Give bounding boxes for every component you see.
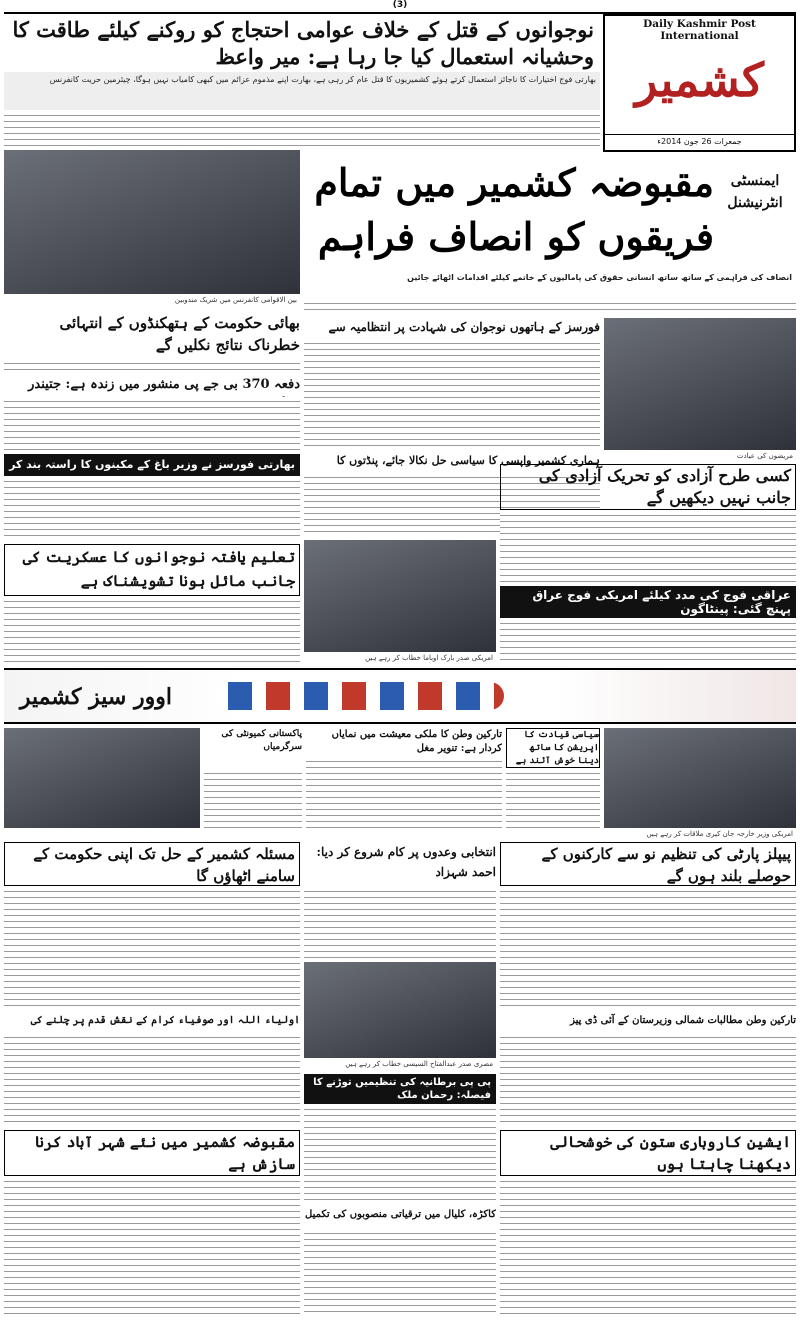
section-story-b: تارکین وطن کا ملکی معیشت میں نمایاں کردار ہے: تنویر مغل: [331, 729, 502, 754]
forces-columns: [304, 340, 600, 450]
bhai-headline: بھائی حکومت کے ہتھکنڈوں کے انتہائی خطرناک نتائج نکلیں گے: [59, 314, 300, 354]
bottom-left-columns-2: [4, 1178, 300, 1316]
bhai-columns: [4, 360, 300, 374]
section-story-a: پاکستانی کمیونٹی کی سرگرمیاں: [221, 729, 302, 752]
flag-strip: [214, 682, 504, 710]
hospital-photo: [604, 318, 796, 450]
lead-kicker: ایمنسٹی انٹرنیشنل: [727, 173, 783, 211]
solution-headline: ہماری کشمیر واپسی کا سیاسی حل نکالا جائے، پنڈتوں کا: [336, 454, 600, 467]
education-headline: تعلیم یافتہ نوجوانوں کا عسکریت کی جانب مائل ہونا تشویشناک ہے: [4, 544, 300, 596]
overseas-band: [4, 668, 796, 724]
sisi-photo-caption: مصری صدر عبدالفتاح السیسی خطاب کر رہے ہیں: [345, 1060, 493, 1068]
masthead-date: جمعرات 26 جون 2014ء: [605, 134, 794, 148]
struggle-headline: کسی طرح آزادی کو تحریک آزادی کی جانب نہیں دیکھیں گے: [500, 464, 796, 510]
bhartiforces-columns: [4, 478, 300, 540]
obama-photo-caption: امریکی صدر بارک اوباما خطاب کر رہے ہیں: [365, 654, 493, 662]
bottom-mid-columns: [304, 1106, 496, 1202]
top-story-headline: نوجوانوں کے قتل کے خلاف عوامی احتجاج کو روکنے کیلئے طاقت کا وحشیانہ استعمال کیا جا رہا ہے: میر واعظ: [12, 17, 594, 69]
section-story-a-columns: [204, 770, 302, 828]
page-number: (3): [392, 0, 408, 10]
bottom-left-headline: مقبوضہ کشمیر میں نئے شہر آباد کرنا سازش ہے: [4, 1130, 300, 1176]
bottom-left-small1: اولیاء اللہ اور صوفیاء کرام کے نقش قدم پر چلنے کی: [30, 1015, 300, 1026]
mas-headline: مسئلہ کشمیر کے حل تک اپنی حکومت کے سامنے اٹھاؤں گا: [4, 842, 300, 886]
sisi-photo: [304, 962, 496, 1058]
election-headline: انتخابی وعدوں پر کام شروع کر دیا: احمد شہزاد: [316, 845, 496, 879]
election-columns: [304, 888, 496, 960]
kerry-photo: [604, 728, 796, 828]
community-photo: [4, 728, 200, 828]
bottom-mid-columns-2: [304, 1230, 496, 1316]
bottom-right-columns-2: [500, 1178, 796, 1316]
obama-photo: [304, 540, 496, 652]
overseas-band-title: اوور سیز کشمیر: [19, 684, 172, 710]
section-story-c-columns: [506, 770, 600, 828]
top-story-body: بھارتی فوج اختیارات کا ناجائز استعمال کرتے ہوئے کشمیریوں کا قتل عام کر رہی ہے، بھارت اپنے مذموم عزائم میں کبھی کامیاب نہیں ہوگا، چیئرمین حریت کانفرنس: [4, 72, 600, 110]
mas-columns: [4, 888, 300, 1008]
bottom-right-headline: ایشین کاروباری ستون کی خوشحالی دیکھنا چاہتا ہوں: [500, 1130, 796, 1176]
bottom-mid-small2: کاکڑہ، کلیال میں ترقیاتی منصوبوں کی تکمیل: [305, 1209, 496, 1220]
conference-photo-caption: بین الاقوامی کانفرنس میں شریک مندوبین: [174, 296, 297, 304]
bottom-mid-small1: پی پی برطانیہ کی تنظیمیں توڑنے کا فیصلہ: رحمان ملک: [304, 1074, 496, 1104]
ppp-headline: پیپلز پارٹی کی تنظیم نو سے کارکنوں کے حوصلے بلند ہوں گے: [500, 842, 796, 886]
iraq-headline: عراقی فوج کی مدد کیلئے امریکی فوج عراق پہنچ گئی: پینٹاگون: [500, 586, 796, 618]
bottom-right-columns: [500, 1034, 796, 1126]
section-story-b-columns: [306, 758, 502, 828]
bottom-left-columns: [4, 1034, 300, 1126]
lead-columns: [304, 300, 796, 314]
education-columns: [4, 598, 300, 664]
masthead-english-title: Daily Kashmir Post International: [643, 18, 756, 42]
top-story-columns: [4, 112, 600, 146]
section-story-c: سیاسی قیادت کا اپریشن کا ساتھ دینا خوش آئند ہے: [506, 728, 600, 768]
bhartiforces-headline: بھارتی فورسز نے وزیر باغ کے مکینوں کا راستہ بند کر: [4, 454, 300, 476]
ppp-columns: [500, 888, 796, 1008]
article370-headline: دفعہ 370 بی جے پی منشور میں زندہ ہے: جتیندر: [28, 377, 300, 392]
forces-headline: فورسز کے ہاتھوں نوجوان کی شہادت پر انتظامیہ سے: [328, 320, 600, 334]
lead-headline: مقبوضہ کشمیر میں تمام فریقوں کو انصاف فراہم: [314, 160, 714, 259]
kerry-photo-caption: امریکی وزیر خارجہ جان کیری ملاقات کر رہے ہیں: [646, 830, 793, 838]
masthead-urdu-title: کشمیر: [635, 53, 764, 107]
hospital-photo-caption: مریضوں کی عیادت: [736, 452, 793, 460]
bottom-right-small1: تارکین وطن مطالبات شمالی وزیرستان کے آئی ڈی پیز: [570, 1015, 796, 1026]
iraq-columns: [500, 620, 796, 664]
conference-photo: [4, 150, 300, 294]
masthead: [603, 14, 796, 152]
lead-strap: انصاف کی فراہمی کے ساتھ ساتھ انسانی حقوق کی پامالیوں کے خاتمے کیلئے اقدامات اٹھائے جائیں: [407, 273, 792, 282]
struggle-columns: [500, 512, 796, 582]
article370-columns: [4, 398, 300, 450]
